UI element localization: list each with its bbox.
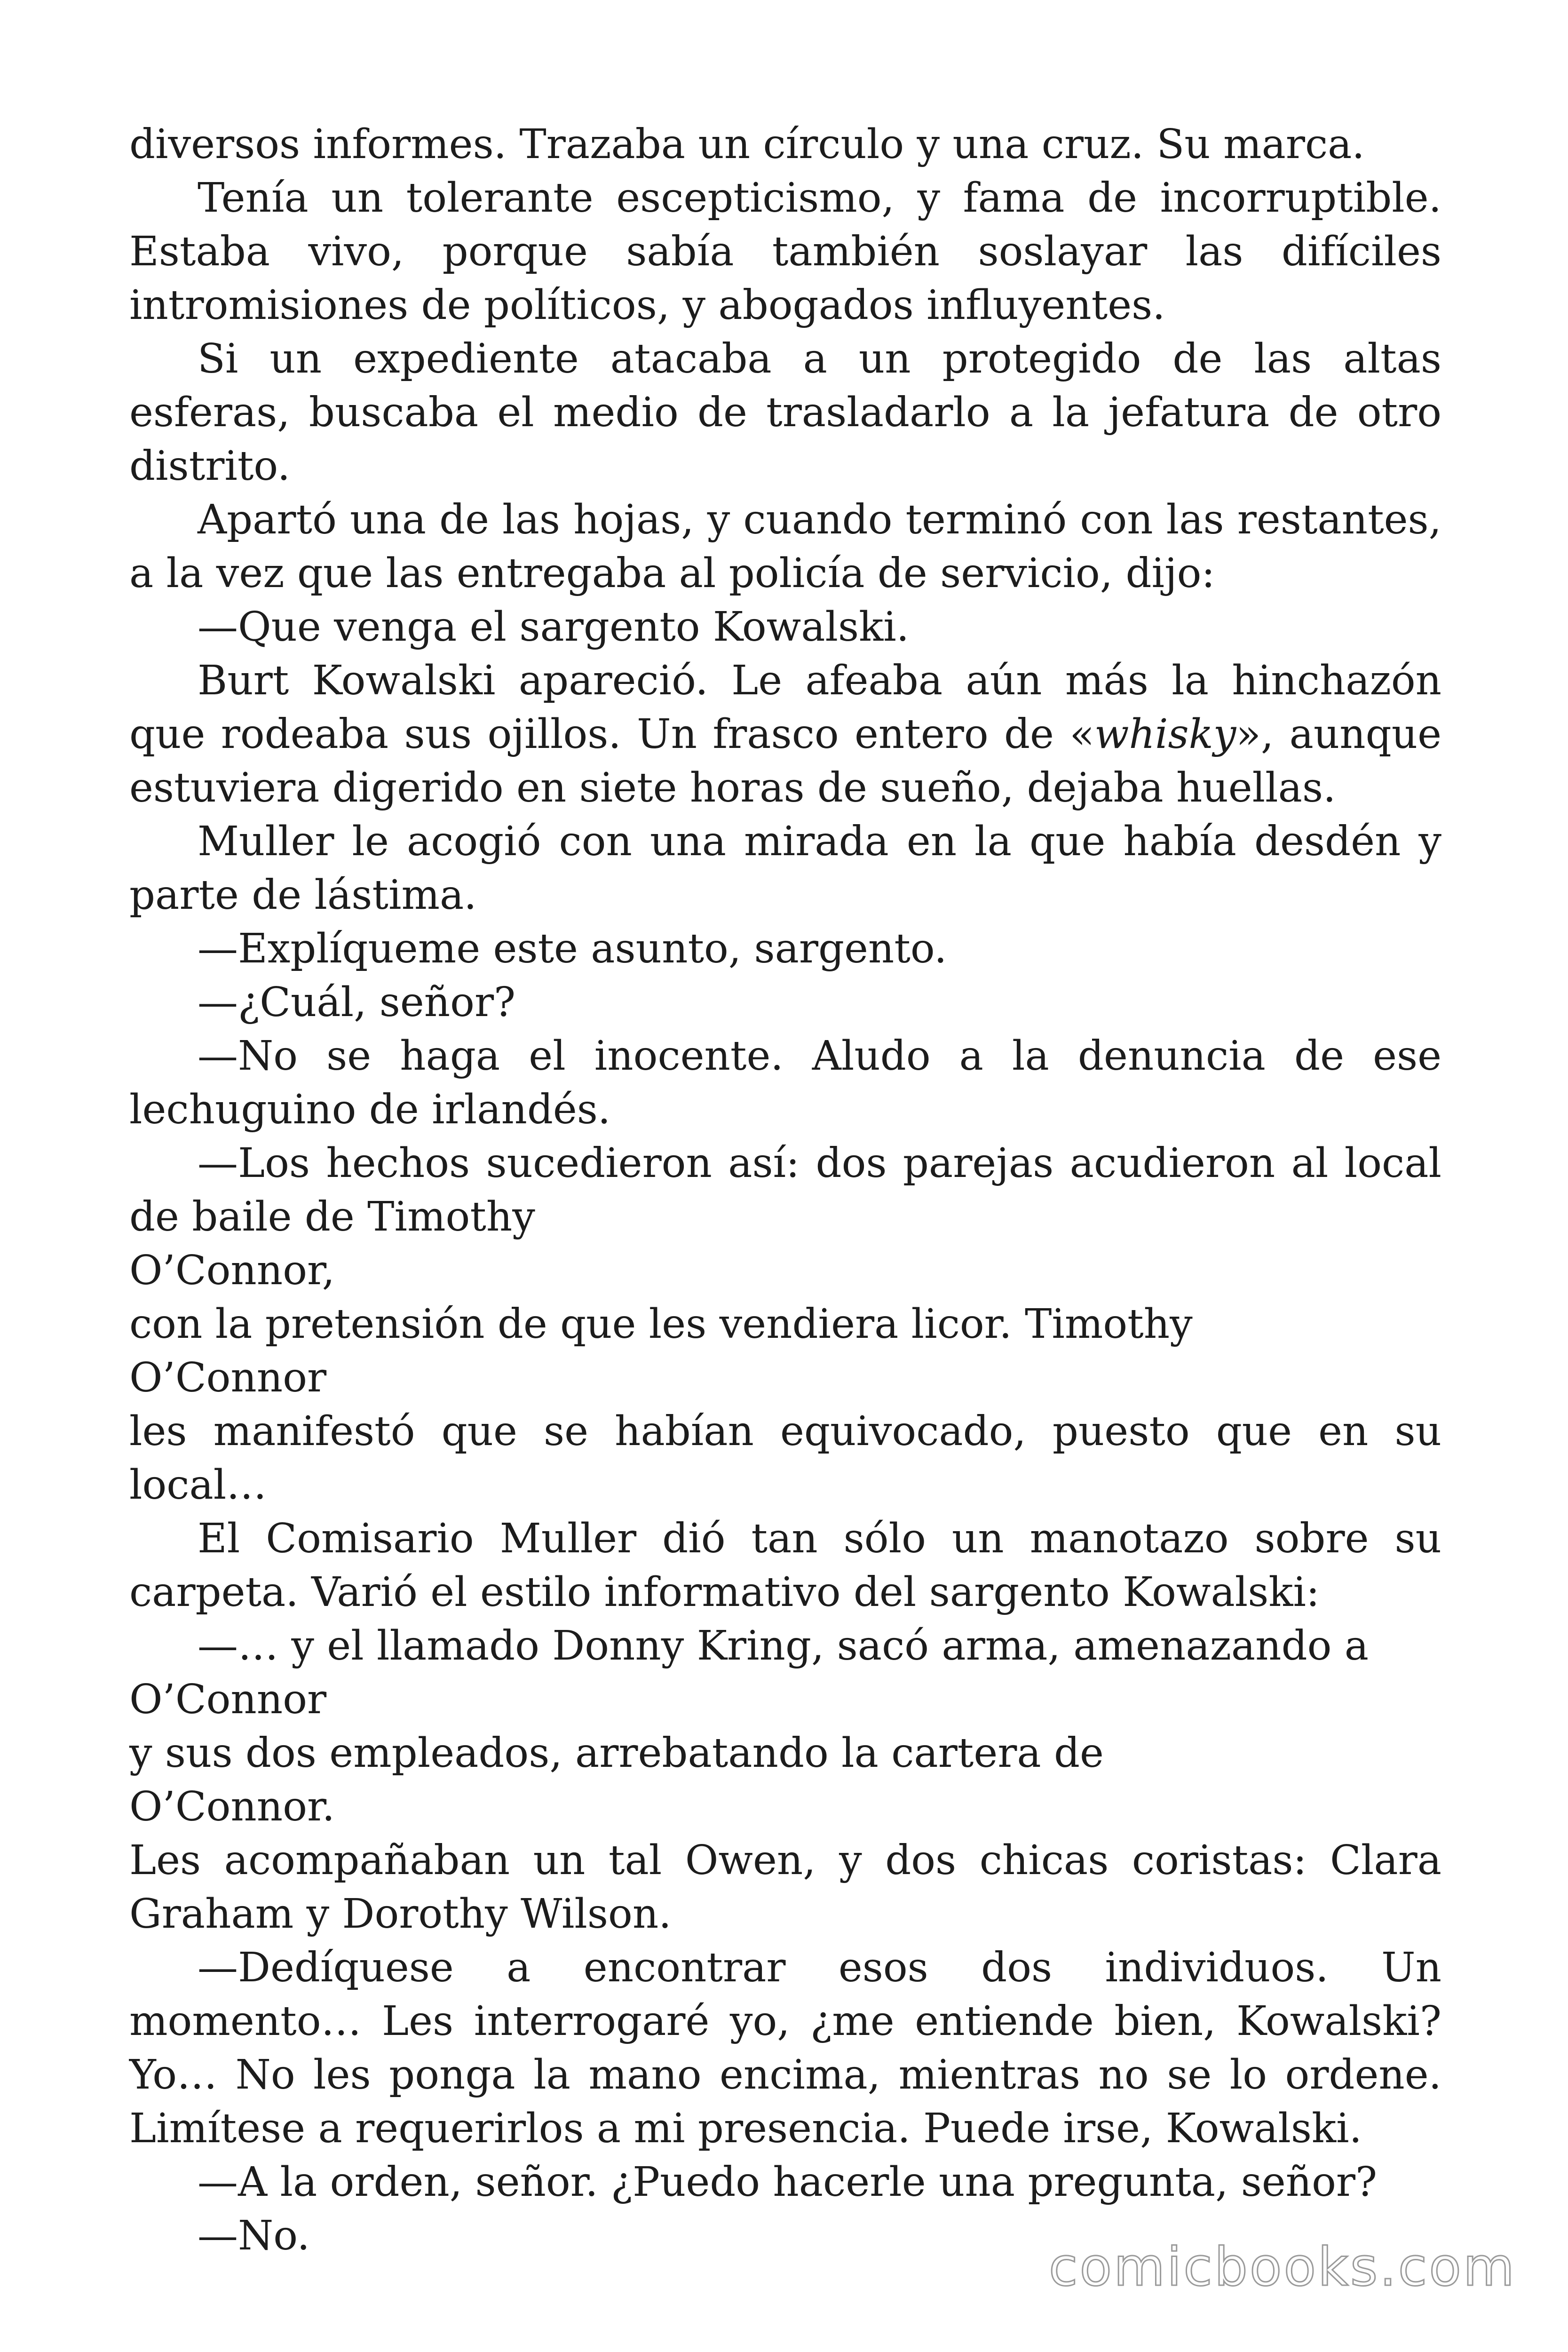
paragraph: O’Connor. [129,1783,335,1830]
paragraph: Muller le acogió con una mirada en la que había desdén y parte de lástima. [129,818,1441,919]
paragraph: El Comisario Muller dió tan sólo un manotazo sobre su carpeta. Varió el estilo informativo del sargento Kowalski: [129,1515,1441,1616]
paragraph [129,654,1441,815]
paragraph: —No. [198,2212,310,2259]
paragraph: O’Connor [129,1354,327,1401]
paragraph: O’Connor [129,1676,327,1723]
paragraph: les manifestó que se habían equivocado, puesto que en su local… [129,1408,1441,1509]
paragraph-part: Burt Kowalski apareció. Le afeaba aún más la hinchazón que rodeaba sus ojillos. Un frasco entero de « [129,657,1441,758]
page-text [129,118,1441,2263]
paragraph: y sus dos empleados, arrebatando la cartera de [129,1730,1104,1777]
paragraph: Les acompañaban un tal Owen, y dos chicas coristas: Clara Graham y Dorothy Wilson. [129,1837,1441,1938]
paragraph: O’Connor, [129,1247,335,1294]
paragraph: —Los hechos sucedieron así: dos parejas acudieron al local de baile de Timothy [129,1140,1441,1240]
paragraph: con la pretensión de que les vendiera licor. Timothy [129,1301,1193,1348]
paragraph: —Explíqueme este asunto, sargento. [198,925,947,972]
paragraph: —¿Cuál, señor? [198,979,516,1026]
paragraph: —Dedíquese a encontrar esos dos individuos. Un momento… Les interrogaré yo, ¿me entiende bien, Kowalski? Yo… No les ponga la mano encima, mientras no se lo ordene. Limítese a requerirlos a mi presencia. Puede irse, Kowalski. [129,1944,1441,2152]
emphasized-word: whisky [1094,711,1236,758]
paragraph: —No se haga el inocente. Aludo a la denuncia de ese lechuguino de irlandés. [129,1033,1441,1133]
paragraph: —Que venga el sargento Kowalski. [198,604,910,651]
paragraph: —… y el llamado Donny Kring, sacó arma, amenazando a [198,1622,1369,1669]
paragraph-part: », aunque estuviera digerido en siete horas de sueño, dejaba huellas. [129,711,1441,811]
paragraph: —A la orden, señor. ¿Puedo hacerle una pregunta, señor? [198,2159,1378,2206]
paragraph: Si un expediente atacaba a un protegido de las altas esferas, buscaba el medio de trasladarlo a la jefatura de otro distrito. [129,335,1441,490]
watermark: comicbooks.com [1048,2237,1516,2298]
paragraph: diversos informes. Trazaba un círculo y una cruz. Su marca. [129,121,1365,168]
paragraph: Tenía un tolerante escepticismo, y fama de incorruptible. Estaba vivo, porque sabía también soslayar las difíciles intromisiones de políticos, y abogados influyentes. [129,175,1441,329]
paragraph: Apartó una de las hojas, y cuando terminó con las restantes, a la vez que las entregaba al policía de servicio, dijo: [129,496,1441,597]
